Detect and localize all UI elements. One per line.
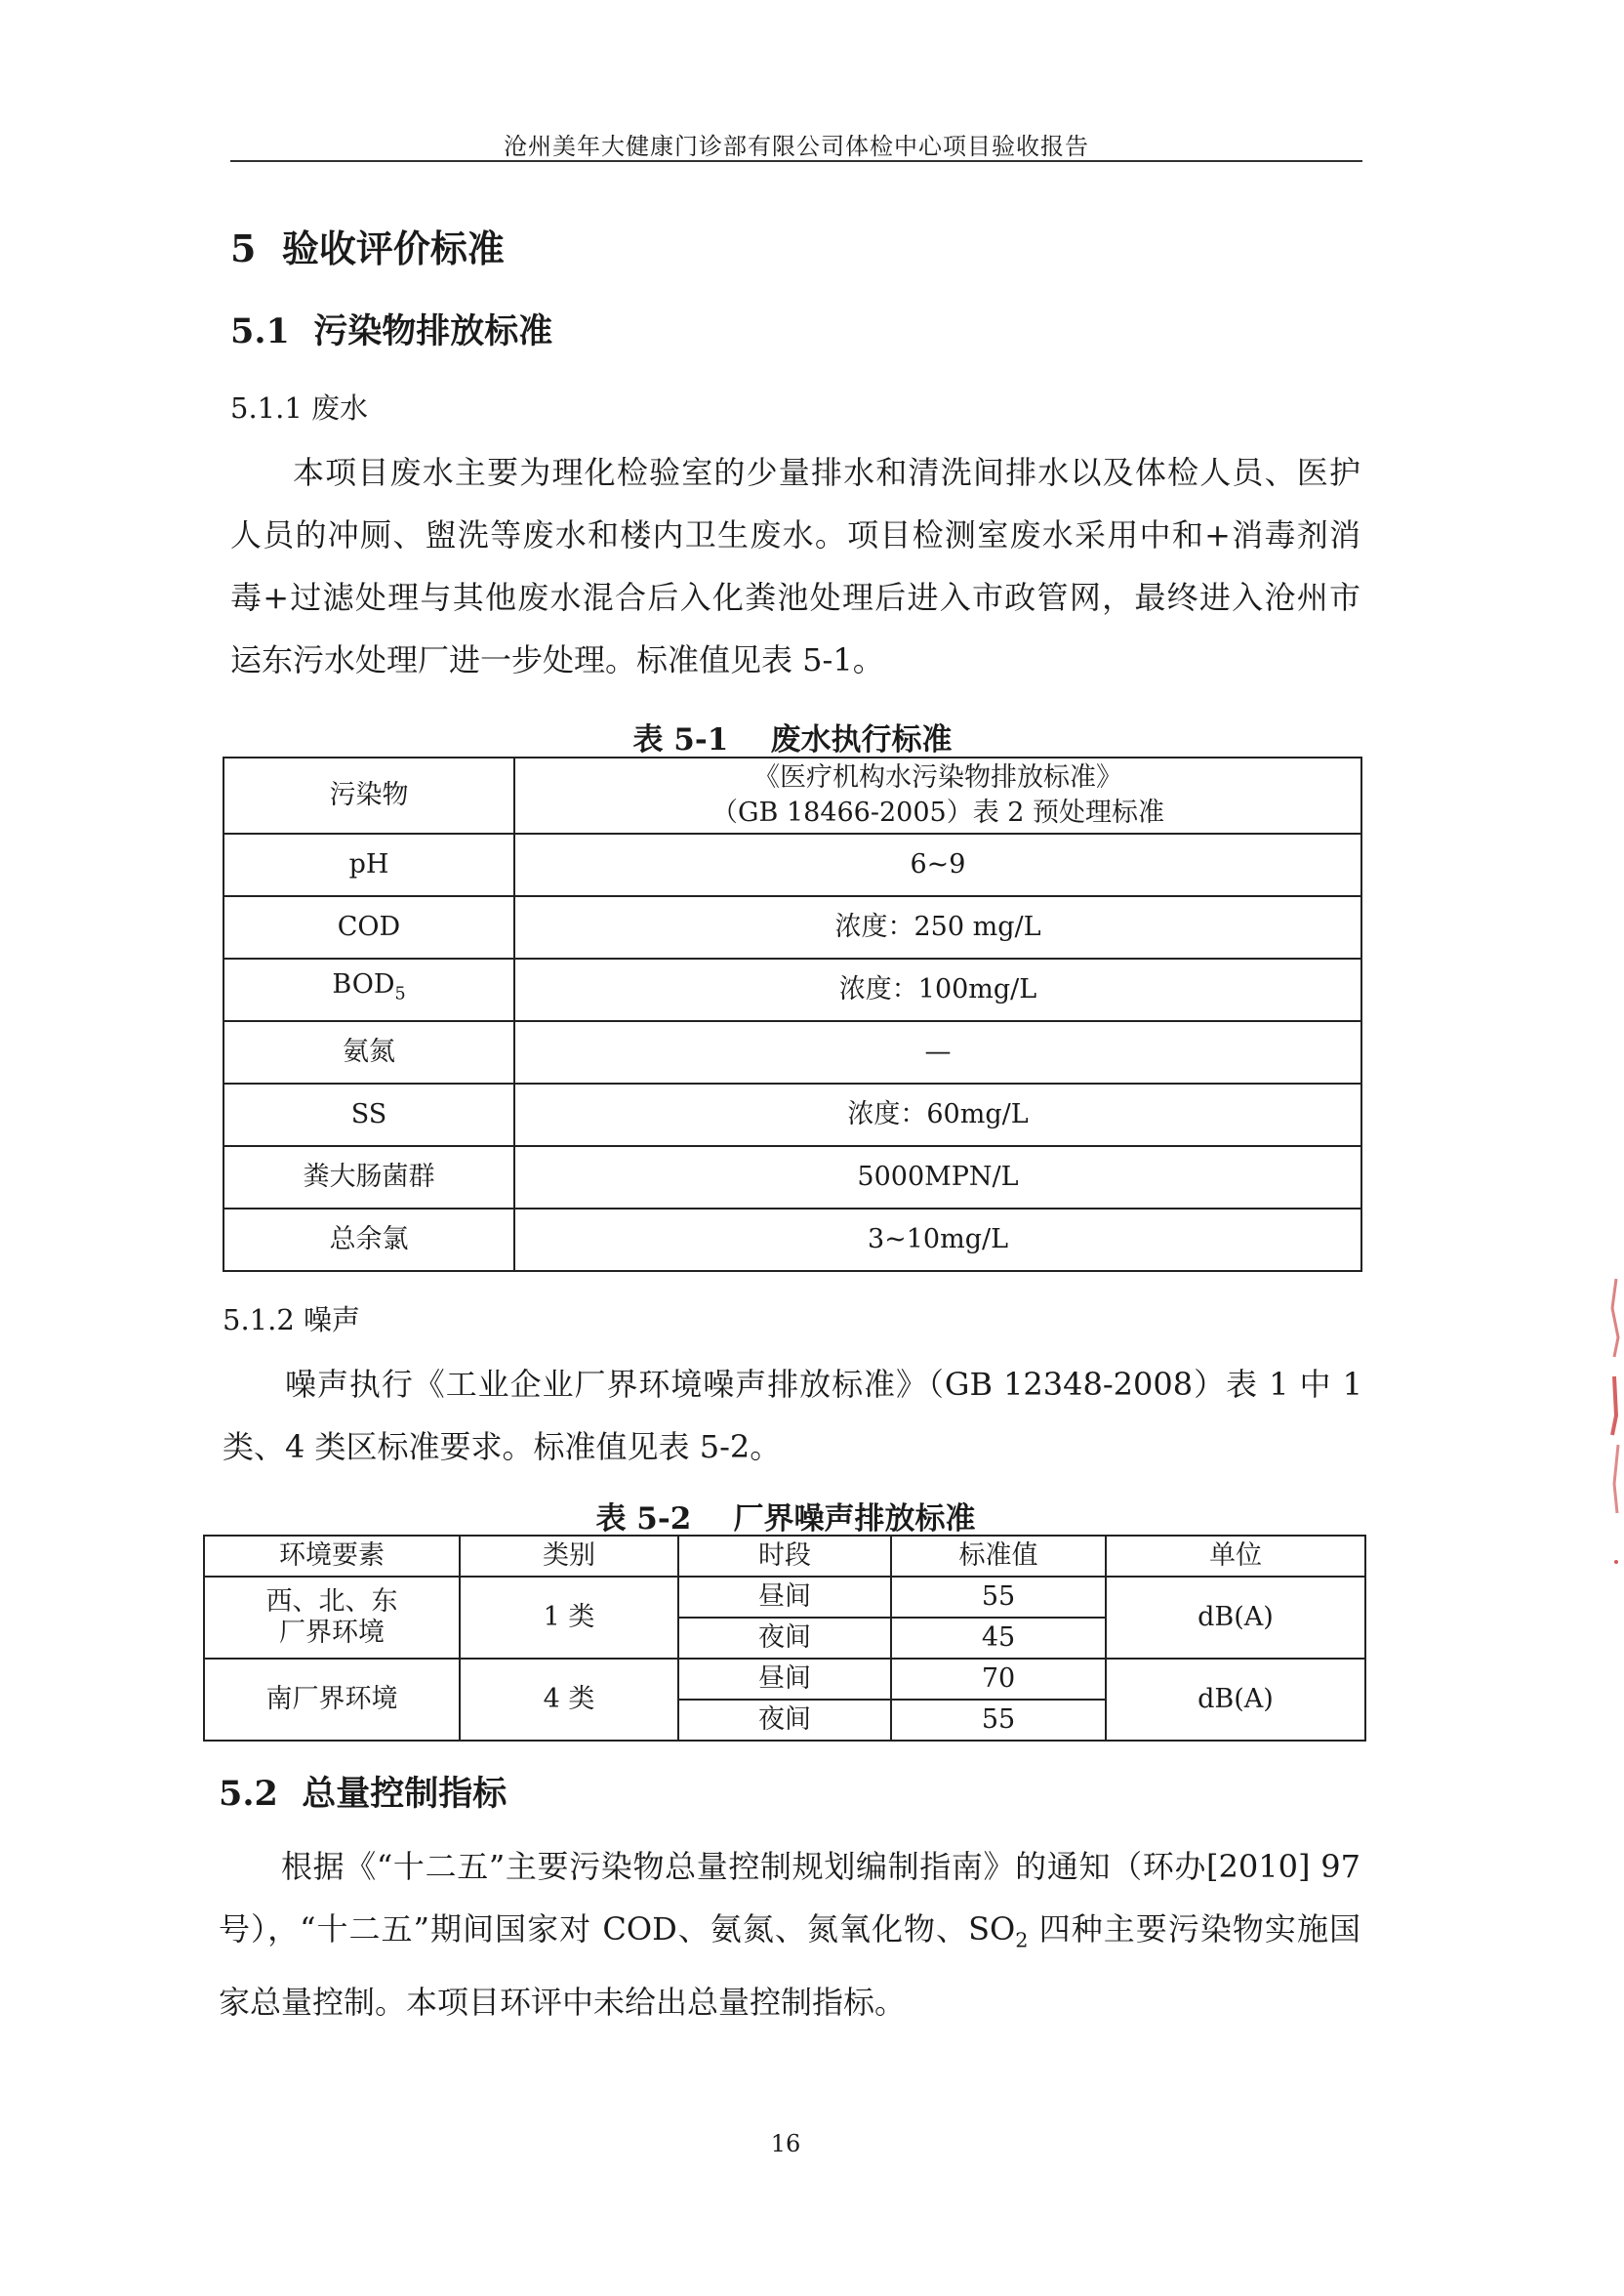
paragraph-line (219, 1898, 1360, 1971)
seal-edge-mark (1595, 1269, 1624, 1581)
value-cell: 55 (891, 1700, 1106, 1741)
period-cell: 夜间 (678, 1700, 891, 1741)
table-row (204, 1659, 1365, 1700)
paragraph-line: 运东污水处理厂进一步处理。标准值见表 5-1。 (230, 641, 884, 678)
table-row (223, 834, 1361, 896)
header-cell-pollutant: 污染物 (223, 758, 514, 834)
paragraph-line: 毒+过滤处理与其他废水混合后入化粪池处理后进入市政管网，最终进入沧州市 (230, 579, 1360, 616)
header-cell: 标准值 (891, 1536, 1106, 1577)
table-row (223, 1146, 1361, 1209)
paragraph-line: 人员的冲厕、盥洗等废水和楼内卫生废水。项目检测室废水采用中和+消毒剂消 (230, 516, 1360, 554)
header-cell: 类别 (460, 1536, 678, 1577)
header-cell: 环境要素 (204, 1536, 460, 1577)
so2-subscript: 2 (1015, 1928, 1029, 1952)
page-header: 沧州美年大健康门诊部有限公司体检中心项目验收报告 (504, 133, 1089, 160)
section-heading-5-2: 5.2 总量控制指标 (219, 1774, 508, 1814)
pollutant-name: BOD (332, 969, 395, 1001)
pollutant-subscript: 5 (394, 984, 406, 1004)
limit-cell: — (514, 1021, 1361, 1084)
table-row (223, 896, 1361, 959)
pollutant-cell (223, 959, 514, 1021)
section-heading-5: 5 验收评价标准 (230, 226, 505, 270)
element-cell (204, 1577, 460, 1659)
paragraph-line: 本项目废水主要为理化检验室的少量排水和清洗间排水以及体检人员、医护 (293, 454, 1360, 491)
paragraph-line: 噪声执行《工业企业厂界环境噪声排放标准》（GB 12348-2008）表 1 中 1 (285, 1366, 1362, 1403)
header-cell-standard (514, 758, 1361, 834)
section-heading-5-1-2: 5.1.2 噪声 (223, 1303, 361, 1336)
paragraph-line: 类、4 类区标准要求。标准值见表 5-2。 (223, 1428, 782, 1465)
pollutant-cell: 粪大肠菌群 (223, 1146, 514, 1209)
table-row (223, 959, 1361, 1021)
section-heading-5-1: 5.1 污染物排放标准 (230, 311, 553, 351)
header-standard-code: （GB 18466-2005）表 2 预处理标准 (710, 798, 1165, 828)
table-row (223, 1021, 1361, 1084)
pollutant-cell: COD (223, 896, 514, 959)
pollutant-cell: pH (223, 834, 514, 896)
line-text: 号），“十二五”期间国家对 COD、氨氮、氮氧化物、SO (219, 1910, 1016, 1948)
category-cell: 1 类 (460, 1577, 678, 1659)
limit-cell: 浓度：100mg/L (514, 959, 1361, 1021)
table-row (223, 1084, 1361, 1146)
value-cell: 70 (891, 1659, 1106, 1700)
wastewater-standard-table (223, 757, 1362, 1272)
header-cell: 时段 (678, 1536, 891, 1577)
noise-standard-table (203, 1535, 1366, 1742)
paragraph-line: 根据《“十二五”主要污染物总量控制规划编制指南》的通知（环办[2010] 97 (281, 1848, 1360, 1885)
table-caption-5-1: 表 5-1 废水执行标准 (632, 722, 953, 758)
period-cell: 昼间 (678, 1577, 891, 1618)
line-text: 四种主要污染物实施国 (1028, 1910, 1360, 1948)
wastewater-paragraph (230, 441, 1360, 691)
table-header-row (204, 1536, 1365, 1577)
limit-cell: 3~10mg/L (514, 1209, 1361, 1271)
period-cell: 昼间 (678, 1659, 891, 1700)
table-row (204, 1577, 1365, 1618)
table-row (223, 1209, 1361, 1271)
element-cell: 南厂界环境 (204, 1659, 460, 1741)
header-divider (230, 160, 1362, 162)
table-header-row (223, 758, 1361, 834)
noise-paragraph (223, 1353, 1362, 1478)
total-control-paragraph (219, 1835, 1360, 2033)
pollutant-cell: 氨氮 (223, 1021, 514, 1084)
pollutant-cell: 总余氯 (223, 1209, 514, 1271)
page-number: 16 (770, 2130, 801, 2157)
section-heading-5-1-1: 5.1.1 废水 (230, 391, 369, 425)
value-cell: 45 (891, 1618, 1106, 1659)
period-cell: 夜间 (678, 1618, 891, 1659)
table-caption-5-2: 表 5-2 厂界噪声排放标准 (595, 1501, 976, 1537)
limit-cell: 6~9 (514, 834, 1361, 896)
header-cell: 单位 (1106, 1536, 1365, 1577)
paragraph-line: 家总量控制。本项目环评中未给出总量控制指标。 (219, 1984, 907, 2022)
unit-cell: dB(A) (1106, 1659, 1365, 1741)
unit-cell: dB(A) (1106, 1577, 1365, 1659)
limit-cell: 5000MPN/L (514, 1146, 1361, 1209)
limit-cell: 浓度：60mg/L (514, 1084, 1361, 1146)
header-standard-name: 《医疗机构水污染物排放标准》 (753, 762, 1122, 793)
element-line: 厂界环境 (279, 1618, 385, 1648)
element-line: 西、北、东 (265, 1586, 398, 1617)
pollutant-cell: SS (223, 1084, 514, 1146)
category-cell: 4 类 (460, 1659, 678, 1741)
limit-cell: 浓度：250 mg/L (514, 896, 1361, 959)
value-cell: 55 (891, 1577, 1106, 1618)
